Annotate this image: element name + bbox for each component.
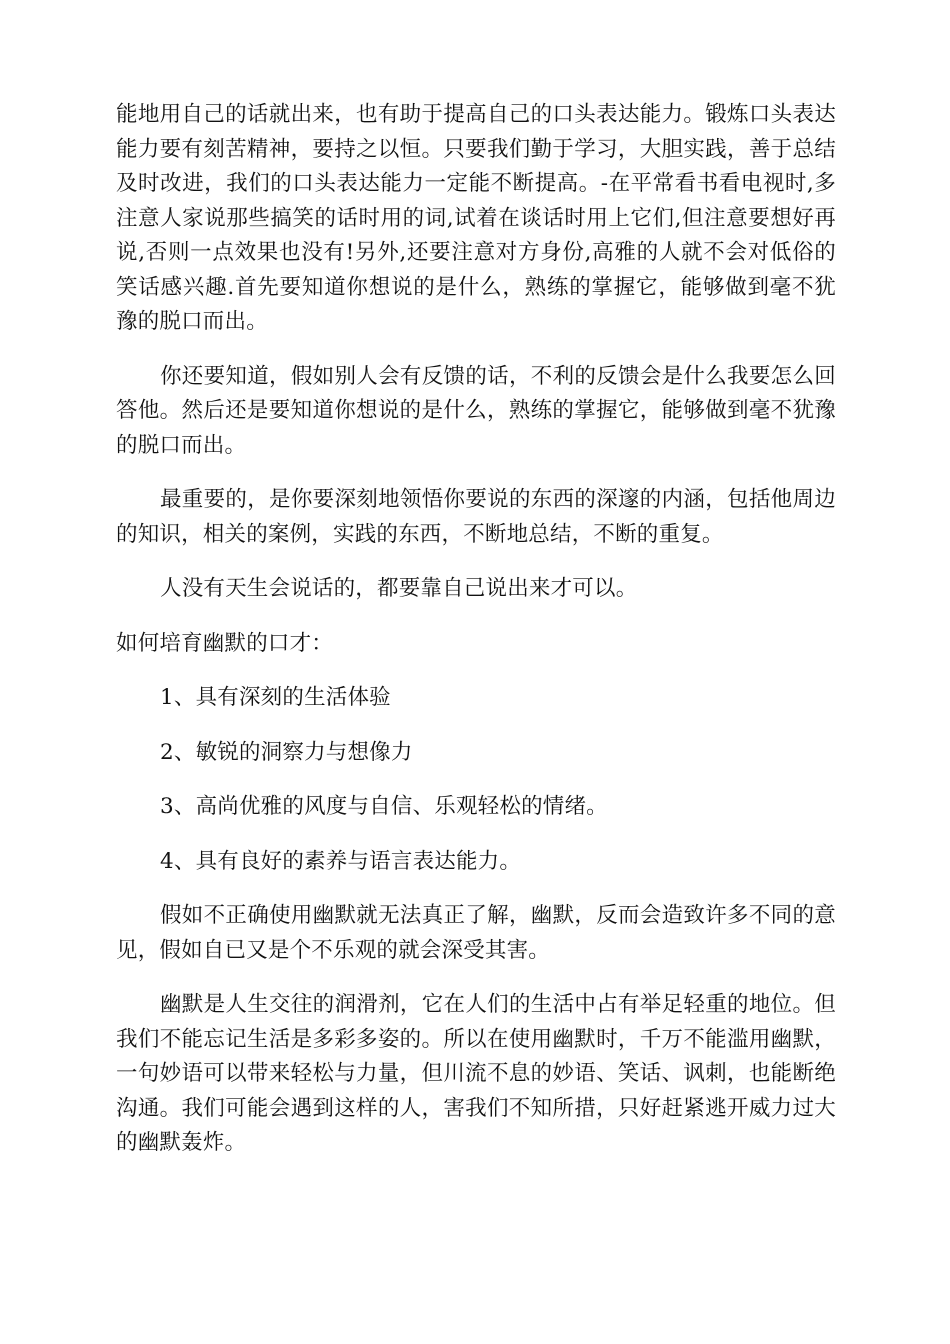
document-body (116, 98, 836, 1161)
paragraph-continuation: 能地用自己的话就出来，也有助于提高自己的口头表达能力。锻炼口头表达能力要有刻苦精神，要持之以恒。只要我们勤于学习，大胆实践，善于总结及时改进，我们的口头表达能力一定能不断提高。-在平常看书看电视时,多注意人家说那些搞笑的话时用的词,试着在谈话时用上它们,但注意要想好再说,否则一点效果也没有!另外,还要注意对方身份,高雅的人就不会对低俗的笑话感兴趣.首先要知道你想说的是什么，熟练的掌握它，能够做到毫不犹豫的脱口而出。 (116, 102, 836, 334)
list-item: 3、高尚优雅的风度与自信、乐观轻松的情绪。 (160, 794, 608, 819)
list-item: 2、敏锐的洞察力与想像力 (160, 739, 413, 765)
list-item: 4、具有良好的素养与语言表达能力。 (160, 848, 522, 874)
paragraph-feedback: 你还要知道，假如别人会有反馈的话，不利的反馈会是什么我要怎么回答他。然后还是要知道你想说的是什么，熟练的掌握它，能够做到毫不犹豫的脱口而出。 (116, 363, 836, 458)
paragraph-humor-lubricant: 幽默是人生交往的润滑剂，它在人们的生活中占有举足轻重的地位。但我们不能忘记生活是多彩多姿的。所以在使用幽默时，千万不能滥用幽默，一句妙语可以带来轻松与力量，但川流不息的妙语、笑话、讽刺，也能断绝沟通。我们可能会遇到这样的人，害我们不知所措，只好赶紧逃开威力过大的幽默轰炸。 (116, 992, 836, 1155)
paragraph-most-important: 最重要的，是你要深刻地领悟你要说的东西的深邃的内涵，包括他周边的知识，相关的案例，实践的东西，不断地总结，不断的重复。 (116, 487, 836, 547)
section-heading-humor: 如何培育幽默的口才： (116, 630, 334, 656)
paragraph-no-born-talker: 人没有天生会说话的，都要靠自己说出来才可以。 (160, 576, 638, 601)
list-item: 1、具有深刻的生活体验 (160, 685, 391, 710)
paragraph-misuse-humor: 假如不正确使用幽默就无法真正了解，幽默，反而会造致许多不同的意见，假如自已又是个不乐观的就会深受其害。 (116, 903, 836, 963)
